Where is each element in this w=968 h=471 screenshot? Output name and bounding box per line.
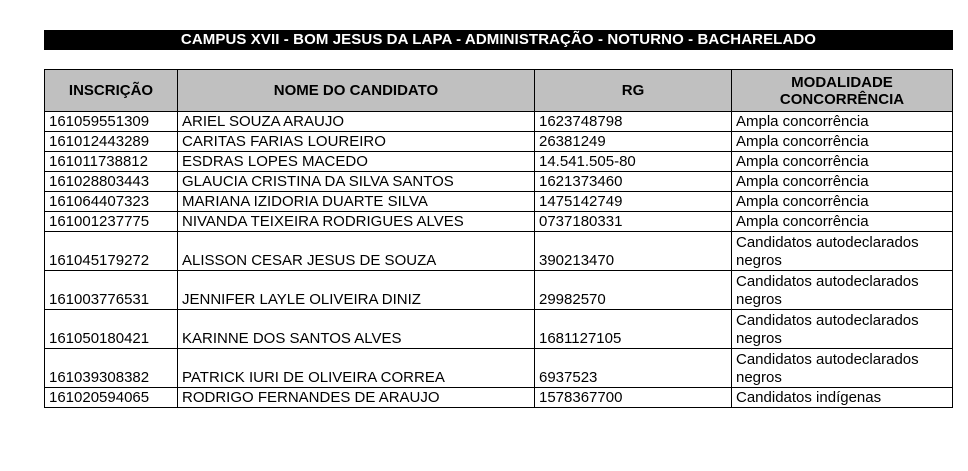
cell-modalidade: Candidatos autodeclarados negros — [732, 310, 953, 349]
cell-inscricao: 161012443289 — [45, 132, 178, 152]
cell-rg: 29982570 — [535, 271, 732, 310]
table-row — [45, 271, 953, 310]
table-row — [45, 349, 953, 388]
cell-rg: 1623748798 — [535, 112, 732, 132]
cell-rg: 1621373460 — [535, 172, 732, 192]
cell-nome: GLAUCIA CRISTINA DA SILVA SANTOS — [178, 172, 535, 192]
page-title: CAMPUS XVII - BOM JESUS DA LAPA - ADMINISTRAÇÃO - NOTURNO - BACHARELADO — [44, 30, 953, 50]
cell-modalidade: Ampla concorrência — [732, 112, 953, 132]
cell-modalidade: Ampla concorrência — [732, 152, 953, 172]
candidates-table — [44, 69, 953, 408]
cell-modalidade: Ampla concorrência — [732, 132, 953, 152]
cell-inscricao: 161064407323 — [45, 192, 178, 212]
column-header-rg: RG — [535, 70, 732, 112]
cell-modalidade: Candidatos autodeclarados negros — [732, 271, 953, 310]
table-row — [45, 310, 953, 349]
cell-rg: 1681127105 — [535, 310, 732, 349]
cell-rg: 14.541.505-80 — [535, 152, 732, 172]
cell-inscricao: 161001237775 — [45, 212, 178, 232]
cell-nome: JENNIFER LAYLE OLIVEIRA DINIZ — [178, 271, 535, 310]
cell-inscricao: 161011738812 — [45, 152, 178, 172]
cell-rg: 1475142749 — [535, 192, 732, 212]
table-row — [45, 212, 953, 232]
cell-inscricao: 161028803443 — [45, 172, 178, 192]
cell-inscricao: 161059551309 — [45, 112, 178, 132]
cell-inscricao: 161020594065 — [45, 388, 178, 408]
table-row — [45, 172, 953, 192]
cell-modalidade: Candidatos autodeclarados negros — [732, 232, 953, 271]
table-row — [45, 192, 953, 212]
cell-rg: 0737180331 — [535, 212, 732, 232]
table-row — [45, 232, 953, 271]
cell-nome: ARIEL SOUZA ARAUJO — [178, 112, 535, 132]
column-header-modalidade: MODALIDADE CONCORRÊNCIA — [732, 70, 953, 112]
column-header-inscricao: INSCRIÇÃO — [45, 70, 178, 112]
cell-inscricao: 161045179272 — [45, 232, 178, 271]
column-header-nome: NOME DO CANDIDATO — [178, 70, 535, 112]
cell-nome: MARIANA IZIDORIA DUARTE SILVA — [178, 192, 535, 212]
cell-nome: ESDRAS LOPES MACEDO — [178, 152, 535, 172]
cell-inscricao: 161003776531 — [45, 271, 178, 310]
cell-nome: RODRIGO FERNANDES DE ARAUJO — [178, 388, 535, 408]
cell-nome: NIVANDA TEIXEIRA RODRIGUES ALVES — [178, 212, 535, 232]
cell-rg: 6937523 — [535, 349, 732, 388]
table-row — [45, 132, 953, 152]
cell-rg: 390213470 — [535, 232, 732, 271]
cell-nome: ALISSON CESAR JESUS DE SOUZA — [178, 232, 535, 271]
cell-inscricao: 161050180421 — [45, 310, 178, 349]
cell-modalidade: Ampla concorrência — [732, 172, 953, 192]
cell-nome: KARINNE DOS SANTOS ALVES — [178, 310, 535, 349]
table-row — [45, 112, 953, 132]
cell-modalidade: Candidatos indígenas — [732, 388, 953, 408]
cell-modalidade: Ampla concorrência — [732, 212, 953, 232]
cell-modalidade: Ampla concorrência — [732, 192, 953, 212]
cell-modalidade: Candidatos autodeclarados negros — [732, 349, 953, 388]
table-row — [45, 388, 953, 408]
table-header-row — [45, 70, 953, 112]
cell-nome: CARITAS FARIAS LOUREIRO — [178, 132, 535, 152]
cell-rg: 26381249 — [535, 132, 732, 152]
cell-inscricao: 161039308382 — [45, 349, 178, 388]
cell-nome: PATRICK IURI DE OLIVEIRA CORREA — [178, 349, 535, 388]
table-row — [45, 152, 953, 172]
cell-rg: 1578367700 — [535, 388, 732, 408]
